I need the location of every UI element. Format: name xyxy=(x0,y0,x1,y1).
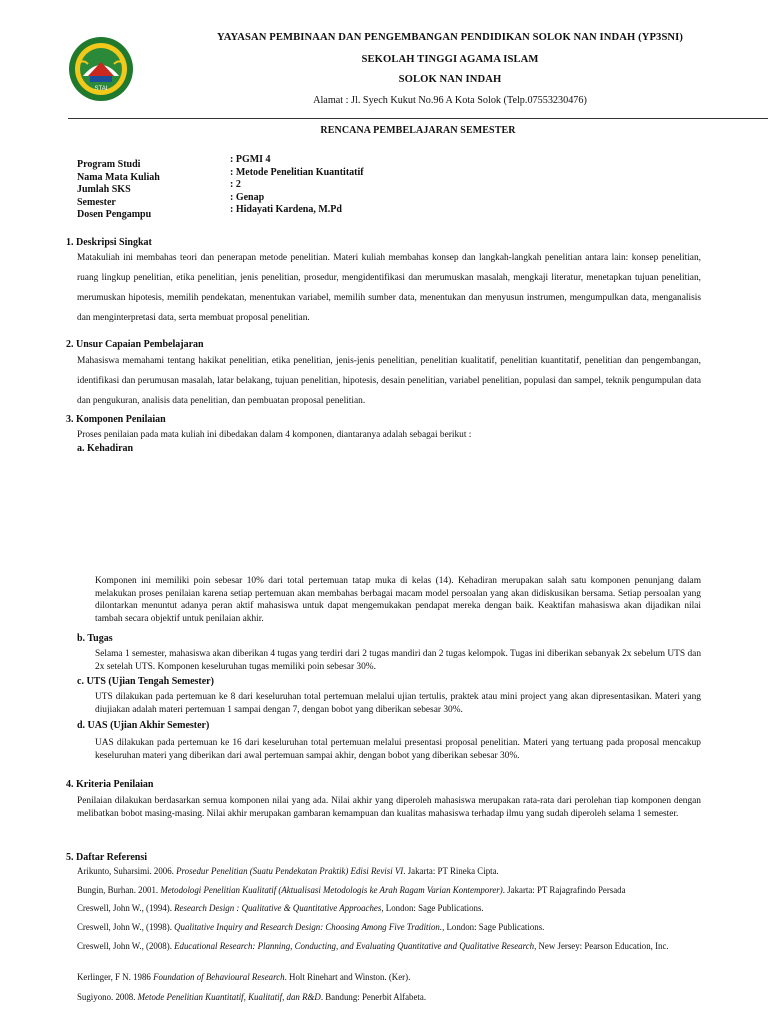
address: Alamat : Jl. Syech Kukut No.96 A Kota Solok (Telp.07553230476) xyxy=(313,95,587,106)
document-title: RENCANA PEMBELAJARAN SEMESTER xyxy=(320,125,516,136)
reference-item: Creswell, John W., (1994). Research Design : Qualitative & Quantitative Approaches, London: Sage Publications. xyxy=(77,903,484,913)
section-text: Matakuliah ini membahas teori dan penerapan metode penelitian. Materi kuliah membahas konsep dan langkah-langkah penelitian antara lain: konsep penelitian, ruang lingkup penelitian, etika penelitian, jenis penelitian, prosedur, mengidentifikasi dan merumuskan masalah, mengkaji literatur, menetapkan tujuan penelitian, merumuskan hipotesis, memilih pendekatan, menentukan variabel, memilih sumber data, menentukan dan menyusun instrumen, mengumpulkan data, menganalisis dan menginterpretasi data, serta membuat proposal penelitian. xyxy=(77,253,701,323)
info-row: Nama Mata Kuliah : Metode Penelitian Kuantitatif xyxy=(77,166,364,183)
course-info xyxy=(77,154,677,220)
section-intro: Proses penilaian pada mata kuliah ini dibedakan dalam 4 komponen, diantaranya adalah sebagai berikut : xyxy=(77,430,472,440)
subsection-label: d. UAS (Ujian Akhir Semester) xyxy=(77,720,210,731)
reference-item: Creswell, John W., (1998). Qualitative Inquiry and Research Design: Choosing Among Five Tradition., London: Sage Publications. xyxy=(77,922,545,932)
info-row: Jumlah SKS : 2 xyxy=(77,179,241,195)
subsection-text: Selama 1 semester, mahasiswa akan diberikan 4 tugas yang terdiri dari 2 tugas mandiri dan 2 tugas kelompok. Tugas ini diberikan sebanyak 2x sebelum UTS dan 2x setelah UTS. Komponen keseluruhan tugas memiliki poin sebesar 30%. xyxy=(95,649,702,672)
info-row: Dosen Pengampu : Hidayati Kardena, M.Pd xyxy=(77,204,342,220)
section-text: Penilaian dilakukan berdasarkan semua komponen nilai yang ada. Nilai akhir yang diperoleh mahasiswa merupakan rata-rata dari perolehan tiap komponen dengan melibatkan bobot masing-masing. Nilai akhir merupakan gambaran kemampuan dan kualitas mahasiswa terhadap ilmu yang sudah diperoleh selama 1 semester. xyxy=(77,796,701,819)
subsection-text: UAS dilakukan pada pertemuan ke 16 dari keseluruhan total pertemuan melalui presentasi proposal penelitian. Materi yang tertuang pada proposal mencakup keseluruhan materi yang diberikan dari awal pertemuan sampai akhir, dengan bobot yang diberikan sebesar 30%. xyxy=(95,738,701,761)
reference-item: Bungin, Burhan. 2001. Metodologi Penelitian Kualitatif (Aktualisasi Metodologis ke Arah Ragam Varian Kontemporer). Jakarta: PT Rajagrafindo Persada xyxy=(77,885,626,895)
subsection-label: a. Kehadiran xyxy=(77,443,134,454)
reference-item: Creswell, John W., (2008). Educational Research: Planning, Conducting, and Evaluating Quantitative and Qualitative Research, New Jersey: Pearson Education, Inc. xyxy=(77,941,669,951)
info-row: Semester : Genap xyxy=(77,191,265,208)
subsection-text: Komponen ini memiliki poin sebesar 10% dari total pertemuan tatap muka di kelas (14). Kehadiran merupakan salah satu komponen penunjang dalam melakukan proses penilaian karena setiap pertemuan akan membahas berbagai macam model persoalan yang akan didiskusikan bersama. Setiap persoalan yang dilontarkan menuntut adanya peran aktif mahasiswa untuk dapat mengemukakan pendapat mereka dengan baik. Keaktifan mahasiswa akan dijadikan nilai tambah secara objektif untuk penilaian akhir. xyxy=(95,576,701,624)
subsection-text: UTS dilakukan pada pertemuan ke 8 dari keseluruhan total pertemuan melalui ujian tertulis, praktek atau mini project yang akan dipresentasikan. Materi yang diujiakan adalah materi pertemuan 1 sampai dengan 7, dengan bobot yang diberikan sebesar 30%. xyxy=(95,692,701,715)
reference-item: Kerlinger, F N. 1986 Foundation of Behavioural Research. Holt Rinehart and Winston. (Ker). xyxy=(77,972,411,982)
section-heading: 4. Kriteria Penilaian xyxy=(66,779,154,790)
section-heading: 1. Deskripsi Singkat xyxy=(66,237,152,248)
subsection-label: b. Tugas xyxy=(77,633,113,644)
header-divider xyxy=(68,118,768,119)
subsection-label: c. UTS (Ujian Tengah Semester) xyxy=(77,676,214,687)
section-heading: 2. Unsur Capaian Pembelajaran xyxy=(66,339,204,350)
section-text: Mahasiswa memahami tentang hakikat penelitian, etika penelitian, jenis-jenis penelitian, penelitian kualitatif, penelitian kuantitatif, penelitian dan pengembangan, identifikasi dan perumusan masalah, latar belakang, tujuan penelitian, hipotesis, desain penelitian, variabel penelitian, populasi dan sampel, teknik pengumpulan data dan pengukuran, analisis data penelitian, dan pembuatan proposal penelitian. xyxy=(77,356,701,406)
reference-item: Sugiyono. 2008. Metode Penelitian Kuantitatif, Kualitatif, dan R&D. Bandung: Penerbit Alfabeta. xyxy=(77,992,427,1002)
section-heading: 3. Komponen Penilaian xyxy=(66,414,166,425)
school-name: SEKOLAH TINGGI AGAMA ISLAM xyxy=(361,54,539,65)
city-name: SOLOK NAN INDAH xyxy=(398,74,502,85)
foundation-name: YAYASAN PEMBINAAN DAN PENGEMBANGAN PENDIDIKAN SOLOK NAN INDAH (YP3SNI) xyxy=(216,32,684,43)
svg-text:STAI: STAI xyxy=(94,86,108,92)
section-heading: 5. Daftar Referensi xyxy=(66,852,147,863)
reference-item: Arikunto, Suharsimi. 2006. Prosedur Penelitian (Suatu Pendekatan Praktik) Edisi Revisi VI. Jakarta: PT Rineka Cipta. xyxy=(77,866,499,876)
info-row: Program Studi : PGMI 4 xyxy=(77,154,271,170)
institution-logo xyxy=(68,36,134,102)
